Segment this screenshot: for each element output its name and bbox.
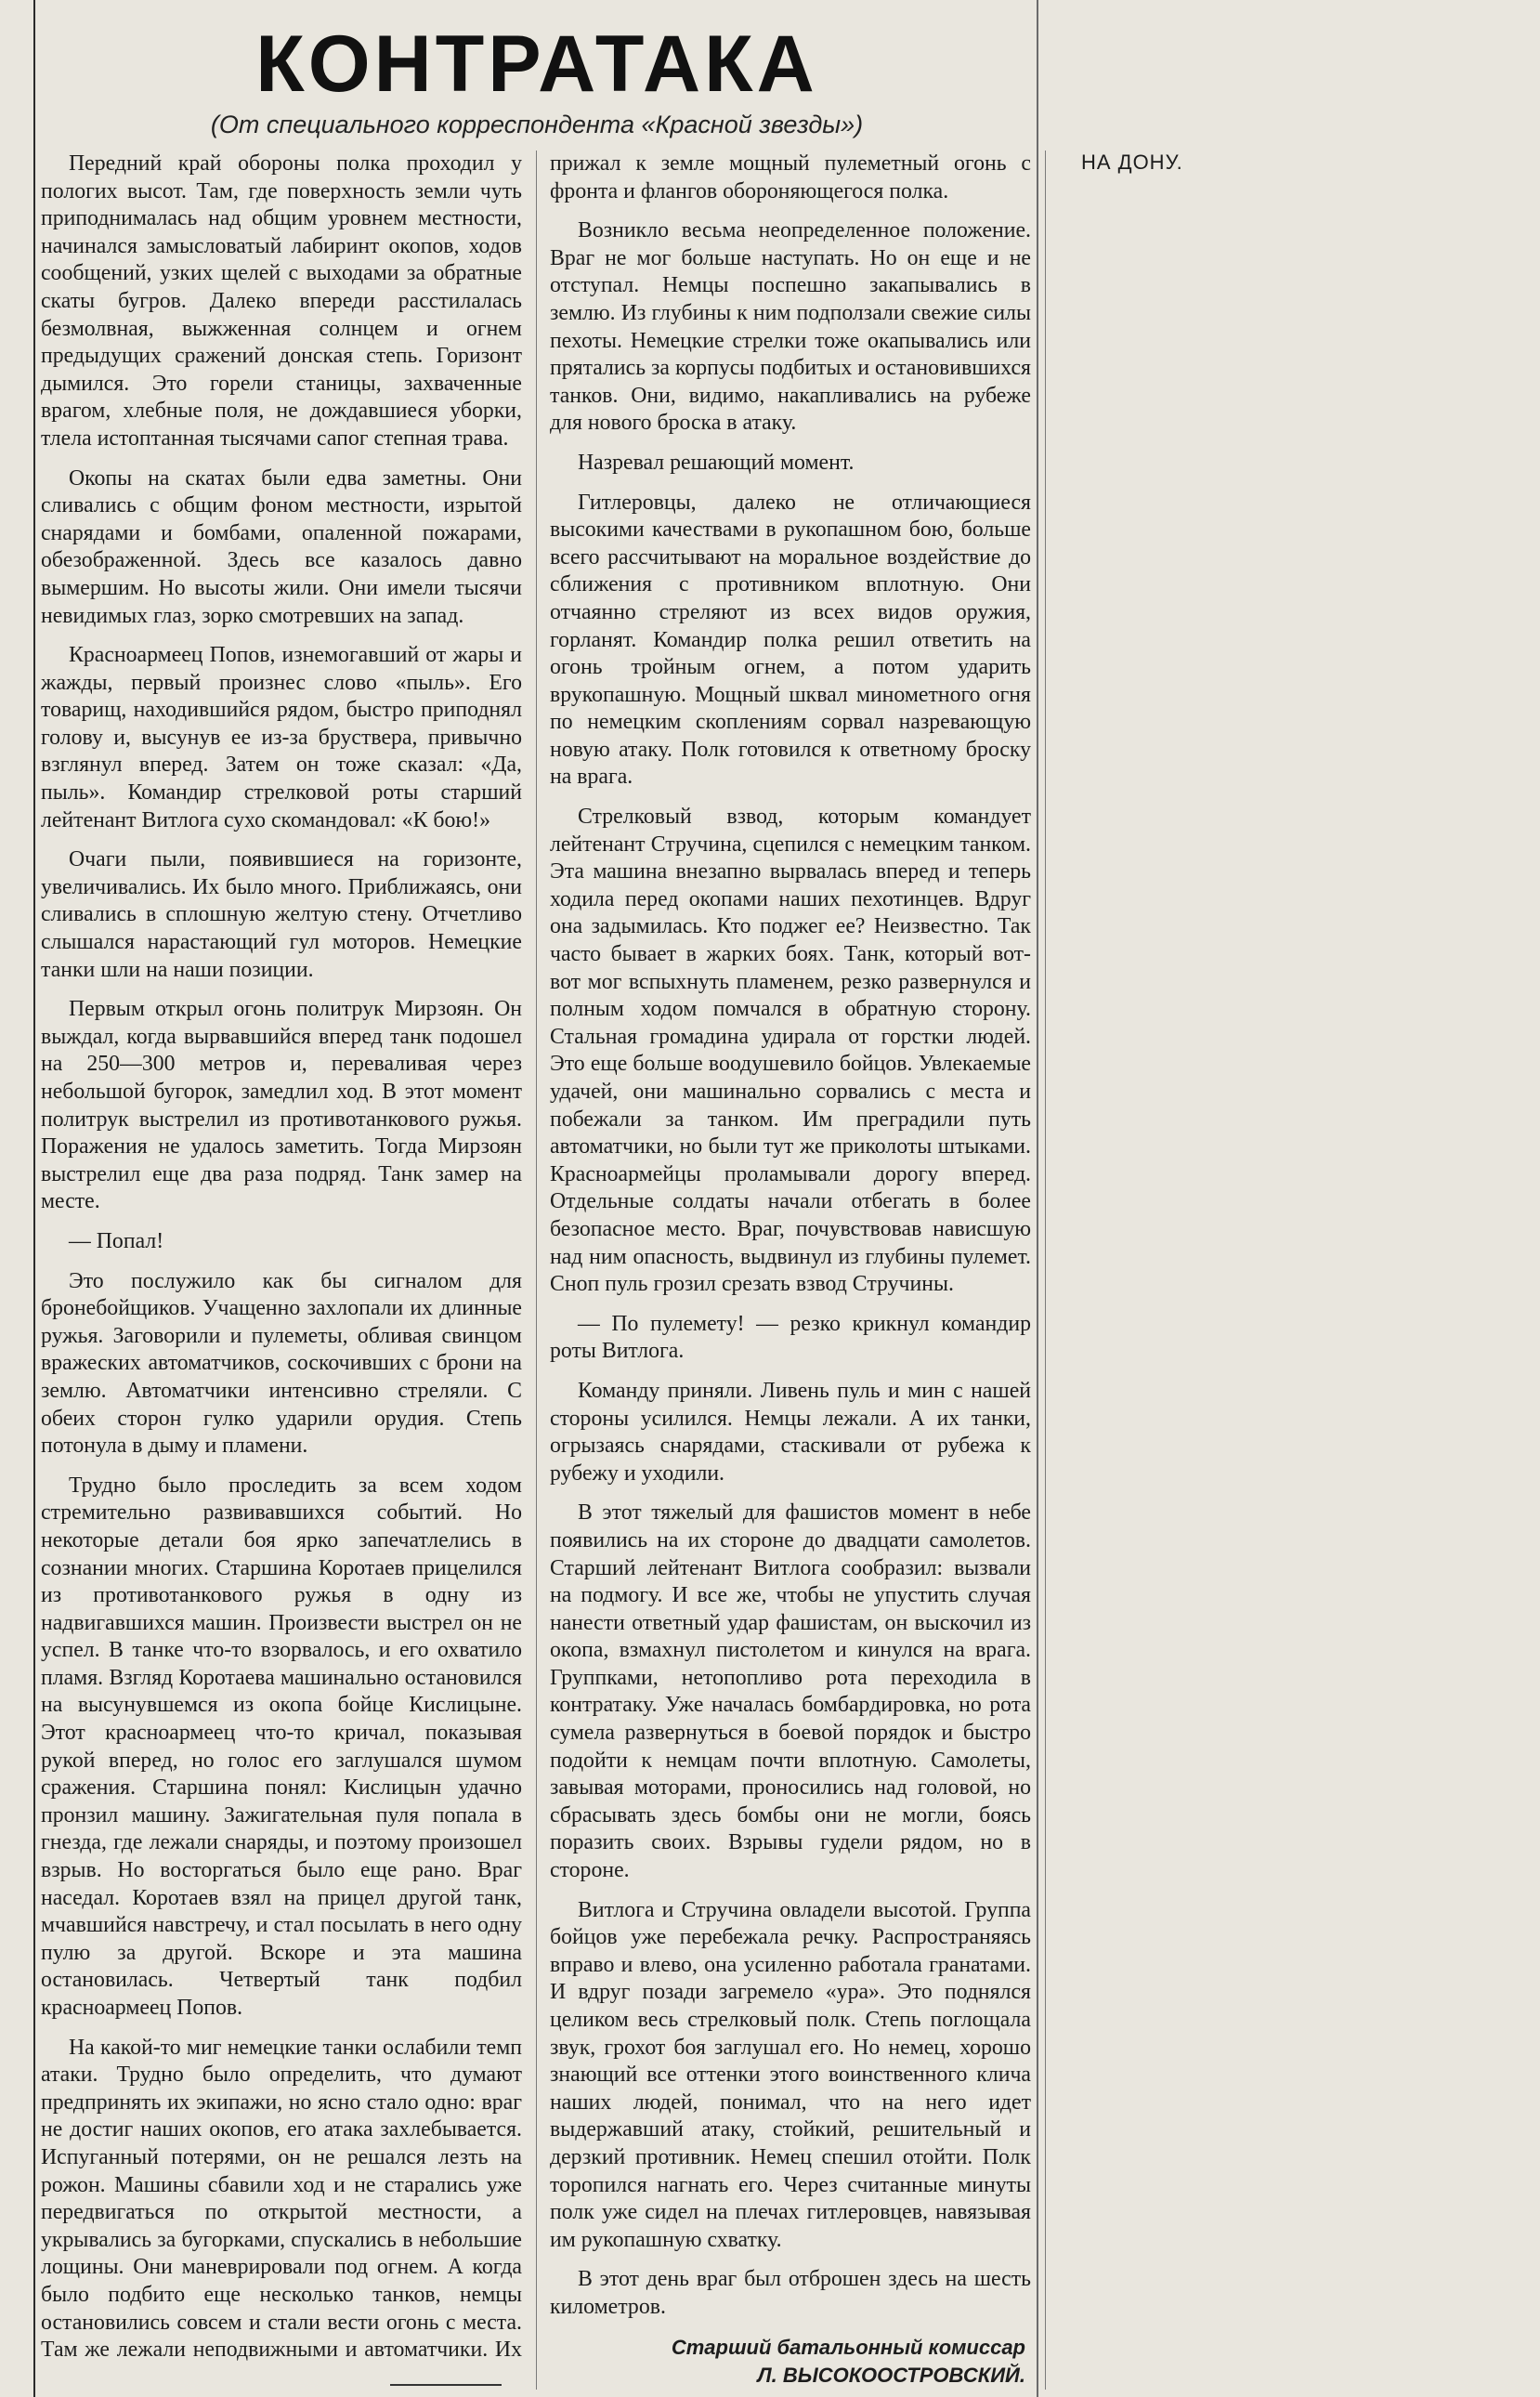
author-signature: [550, 2334, 1025, 2390]
left-border-rule: [33, 0, 35, 2397]
author-name: Л. ВЫСОКООСТРОВСКИЙ.: [757, 2363, 1025, 2387]
paragraph: Очаги пыли, появившиеся на горизонте, увеличивались. Их было много. Приближаясь, они сливались в сплошную желтую стену. Отчетливо слышался нарастающий гул моторов. Немецкие танки шли на наши позиции.: [41, 847, 522, 982]
paragraph: Возникло весьма неопределенное положение. Враг не мог больше наступать. Но он еще и не отступал. Немцы поспешно закапывались в землю. Из глубины к ним подползали свежие силы пехоты. Немецкие стрелки тоже окапывались или прятались за корпусы подбитых и остановившихся танков. Они, видимо, накапливались на рубеже для нового броска в атаку.: [550, 218, 1031, 436]
paragraph: Команду приняли. Ливень пуль и мин с нашей стороны усилился. Немцы лежали. А их танки, огрызаясь снарядами, стаскивали от рубежа к рубежу и уходили.: [550, 1378, 1031, 1486]
paragraph: Витлога и Стручина овладели высотой. Группа бойцов уже перебежала речку. Распространяясь вправо и влево, она усиленно работала гранатами. И вдруг позади загремело «ура». Это поднялся целиком весь стрелковый полк. Степь поглощала звук, грохот боя заглушал его. Но немец, хорошо знающий все оттенки этого воинственного клича наших людей, понимал, что на него идет выдержавший атаку, стойкий, решительный и дерзкий противник. Немец спешил отойти. Полк торопился нагнать его. Через считанные минуты полк уже сидел на плечах гитлеровцев, навязывая им рукопашную схватку.: [550, 1897, 1031, 2252]
paragraph: Красноармеец Попов, изнемогавший от жары и жажды, первый произнес слово «пыль». Его товарищ, находившийся рядом, быстро приподнял голову и, высунув ее из-за бруствера, привычно взглянул вперед. Затем он тоже сказал: «Да, пыль». Командир стрелковой роты старший лейтенант Витлога сухо скомандовал: «К бою!»: [41, 643, 522, 832]
paragraph: Стрелковый взвод, которым командует лейтенант Стручина, сцепился с немецким танком. Эта машина внезапно вырвалась вперед и теперь ходила перед окопами наших пехотинцев. Вдруг она задымилась. Кто поджег ее? Неизвестно. Так часто бывает в жарких боях. Танк, который вот-вот мог вспыхнуть пламенем, резко развернулся и полным ходом помчался в обратную сторону. Стальная громадина удирала от горстки людей. Это еще больше воодушевило бойцов. Увлекаемые удачей, они машинально сорвались с места и побежали за танком. Им преградили путь автоматчики, но были тут же приколоты штыками. Красноармейцы проламывали дорогу вперед. Отдельные солдаты начали отбегать в более безопасное место. Враг, почувствовав нависшую над ним опасность, выдвинул из глубины пулемет. Сноп пуль грозил срезать взвод Стручины.: [550, 805, 1031, 1297]
paragraph: Первым открыл огонь политрук Мирзоян. Он выждал, когда вырвавшийся вперед танк подошел на 250—300 метров и, переваливая через небольшой бугорок, замедлил ход. В этот момент политрук выстрелил из противотанкового ружья. Поражения не удалось заметить. Тогда Мирзоян выстрелил еще два раза подряд. Танк замер на месте.: [41, 997, 522, 1214]
paragraph: В этот день враг был отброшен здесь на шесть километров.: [550, 2267, 1031, 2319]
right-border-rule: [1037, 0, 1038, 2397]
paragraph: — По пулемету! — резко крикнул командир роты Витлога.: [550, 1311, 1031, 1364]
paragraph: Это послужило как бы сигналом для бронебойщиков. Учащенно захлопали их длинные ружья. Заговорили и пулеметы, обливая свинцом вражеских автоматчиков, соскочивших с брони на землю. Автоматчики интенсивно стреляли. С обеих сторон гулко ударили орудия. Степь потонула в дыму и пламени.: [41, 1268, 522, 1459]
paragraph: Назревал решающий момент.: [578, 450, 855, 475]
paragraph: Передний край обороны полка проходил у пологих высот. Там, где поверхность земли чуть приподнималась над общим уровнем местности, начинался замысловатый лабиринт окопов, ходов сообщений, узких щелей с выходами за обратные скаты бугров. Далеко впереди расстилалась безмолвная, выжженная солнцем и огнем предыдущих сражений донская степь. Горизонт дымился. Это горели станицы, захваченные врагом, хлебные поля, не дождавшиеся уборки, тлела истоптанная тысячами сапог степная трава.: [41, 151, 522, 451]
paragraph: Окопы на скатах были едва заметны. Они сливались с общим фоном местности, изрытой снарядами и бомбами, опаленной пожарами, обезображенной. Здесь все казалось давно вымершим. Но высоты жили. Они имели тысячи невидимых глаз, зорко смотревших на запад.: [41, 465, 522, 628]
dateline-place: НА ДОНУ.: [1081, 151, 1183, 174]
paragraph: Гитлеровцы, далеко не отличающиеся высокими качествами в рукопашном бою, больше всего рассчитывают на моральное воздействие до сближения с противником вплотную. Они отчаянно стреляют из всех видов оружия, горланят. Командир полка решил ответить на огонь тройным огнем, а потом ударить врукопашную. Мощный шквал минометного огня по немецким скоплениям сорвал назревающую новую атаку. Полк готовился к ответному броску на врага.: [550, 490, 1031, 790]
article-body: [41, 151, 1183, 2390]
paragraph: На какой-то миг немецкие танки ослабили темп атаки. Трудно было определить, что думают предпринять их экипажи, но ясно стало одно: враг не достиг наших окопов, его атака захлебывается. Испуганный потерями, он не решался лезть на рожон. Машины сбавили ход и не старались уже передвигаться по открытой местности, а укрывались за бугорками, спускались в небольшие лощины. Они маневрировали под огнем. А когда было подбито еще несколько танков, немцы остановились совсем и стали вести огонь с места. Там же лежали неподвижными и автоматчики. Их прижал к земле мощный пулеметный огонь с фронта и флангов обороняющегося полка.: [41, 151, 1031, 2363]
author-rank: Старший батальонный комиссар: [671, 2335, 1025, 2359]
paragraph: Трудно было проследить за всем ходом стремительно развивавшихся событий. Но некоторые детали боя ярко запечатлелись в сознании многих. Старшина Коротаев прицелился из противотанкового ружья в одну из надвигавшихся машин. Произвести выстрел он не успел. В танке что-то взорвалось, и его охватило пламя. Взгляд Коротаева машинально остановился на высунувшемся из окопа бойце Кислицыне. Этот красноармеец что-то кричал, показывая рукой вперед, но голос его заглушался шумом сражения. Старшина понял: Кислицын удачно пронзил машину. Зажигательная пуля попала в гнезда, где лежали снаряды, и поэтому произошел взрыв. Но восторгаться было еще рано. Враг наседал. Коротаев взял на прицел другой танк, мчавшийся навстречу, и стал посылать в него одну пулю за другой. Вскоре и эта машина остановилась. Четвертый танк подбил красноармеец Попов.: [41, 1473, 522, 2020]
paragraph: — Попал!: [69, 1228, 164, 1253]
paragraph: В этот тяжелый для фашистов момент в небе появились на их стороне до двадцати самолетов. Старший лейтенант Витлога сообразил: вызвали на подмогу. И все же, чтобы не упустить случая нанести ответный удар фашистам, он выскочил из окопа, взмахнул пистолетом и кинулся на врага. Группками, нетопопливо рота переходила в контратаку. Уже началась бомбардировка, но рота сумела развернуться в боевой порядок и быстро подойти к немцам почти вплотную. Самолеты, завывая моторами, проносились над головой, но сбрасывать здесь бомбы они не могли, боясь поразить своих. Взрывы гудели рядом, но в стороне.: [550, 1500, 1031, 1883]
bottom-rule: [390, 2384, 502, 2386]
article-headline: КОНТРАТАКА: [255, 20, 818, 109]
article-dateline: (От специального корреспондента «Красной звезды»): [210, 111, 864, 138]
